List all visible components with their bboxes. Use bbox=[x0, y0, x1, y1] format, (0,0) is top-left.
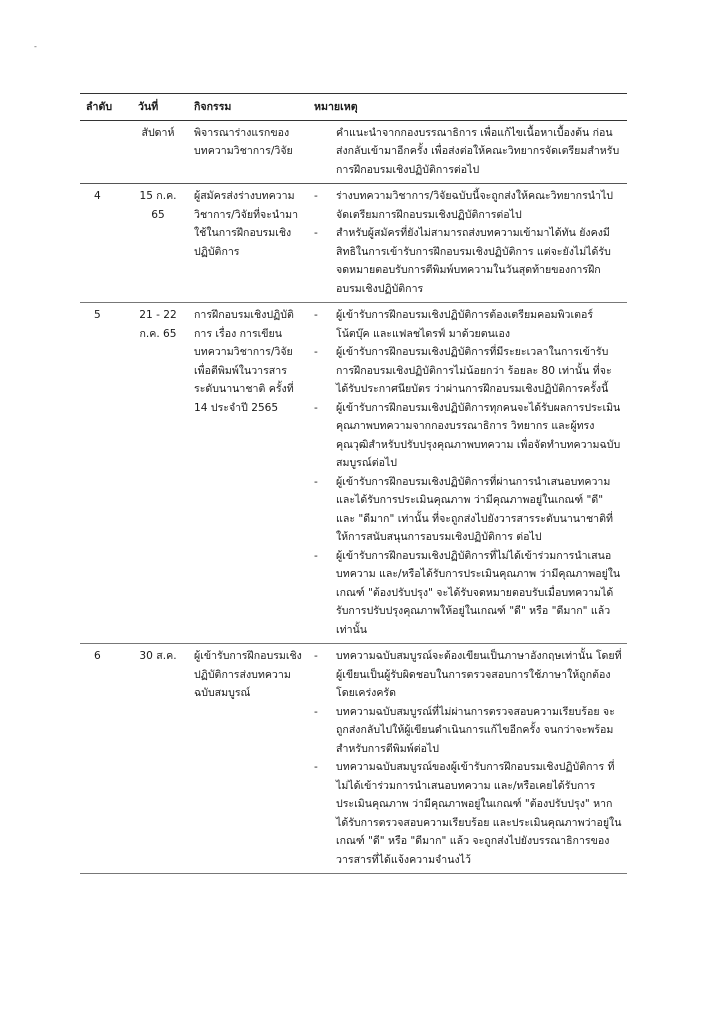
note-text: ผู้เข้ารับการฝึกอบรมเชิงปฏิบัติการต้องเตรียมคอมพิวเตอร์โน้ตบุ๊ค และแฟลชไดรฟ์ มาด้วยตนเอง bbox=[336, 309, 594, 340]
bullet-dash: - bbox=[314, 227, 318, 239]
table-row bbox=[80, 303, 627, 644]
row-activity: พิจารณาร่างแรกของบทความวิชาการ/วิจัย bbox=[188, 120, 308, 184]
header-date: วันที่ bbox=[132, 94, 188, 121]
header-activity: กิจกรรม bbox=[188, 94, 308, 121]
note-text: ผู้เข้ารับการฝึกอบรมเชิงปฏิบัติการทุกคนจะได้รับผลการประเมินคุณภาพบทความจากกองบรรณาธิการ วิทยากร และผู้ทรงคุณวุฒิสำหรับปรับปรุงคุณภาพบทความ เพื่อจัดทำบทความฉบับสมบูรณ์ต่อไป bbox=[336, 401, 621, 469]
row-date: 30 ส.ค. bbox=[132, 644, 188, 874]
note-text: ร่างบทความวิชาการ/วิจัยฉบับนี้จะถูกส่งให้คณะวิทยากรนำไปจัดเตรียมการฝึกอบรมเชิงปฏิบัติการต่อไป bbox=[336, 190, 614, 221]
bullet-dash: - bbox=[314, 650, 318, 662]
bullet-dash: - bbox=[314, 346, 318, 358]
table-row bbox=[80, 644, 627, 874]
note-item bbox=[314, 703, 623, 759]
table-header-row bbox=[80, 94, 627, 121]
bullet-dash: - bbox=[314, 401, 318, 414]
note-text: บทความฉบับสมบูรณ์จะต้องเขียนเป็นภาษาอังกฤษเท่านั้น โดยที่ผู้เขียนเป็นผู้รับผิดชอบในการตรวจสอบการใช้ภาษาให้ถูกต้องโดยเคร่งครัด bbox=[336, 650, 622, 699]
note-text: ผู้เข้ารับการฝึกอบรมเชิงปฏิบัติการที่ไม่ได้เข้าร่วมการนำเสนอบทความ และ/หรือได้รับการประเมินคุณภาพ ว่ามีคุณภาพอยู่ในเกณฑ์ "ต้องปรับปรุง" จะได้รับจดหมายตอบรับเมื่อบทความได้รับการปรับปรุงคุณภาพให้อยู่ในเกณฑ์ "ดี" หรือ "ดีมาก" แล้วเท่านั้น bbox=[336, 549, 621, 636]
note-item bbox=[314, 224, 623, 298]
bullet-dash: - bbox=[314, 309, 318, 321]
header-notes: หมายเหตุ bbox=[308, 94, 627, 121]
row-activity: ผู้เข้ารับการฝึกอบรมเชิงปฏิบัติการส่งบทความฉบับสมบูรณ์ bbox=[188, 644, 308, 874]
row-notes bbox=[308, 184, 627, 303]
table-body bbox=[80, 120, 627, 874]
header-no: ลำดับ bbox=[80, 94, 132, 121]
note-item bbox=[314, 124, 623, 180]
note-item bbox=[314, 399, 623, 473]
note-text: บทความฉบับสมบูรณ์ของผู้เข้ารับการฝึกอบรมเชิงปฏิบัติการ ที่ไม่ได้เข้าร่วมการนำเสนอบทความ และ/หรือเคยได้รับการประเมินคุณภาพ ว่ามีคุณภาพอยู่ในเกณฑ์ "ต้องปรับปรุง" หากได้รับการตรวจสอบความเรียบร้อย และประเมินคุณภาพว่าอยู่ในเกณฑ์ "ดี" หรือ "ดีมาก" แล้ว จะถูกส่งไปยังบรรณาธิการของวารสารที่ได้แจ้งความจำนงไว้ bbox=[336, 761, 622, 866]
row-number: 6 bbox=[80, 644, 132, 874]
notes-list bbox=[314, 124, 623, 180]
note-item bbox=[314, 306, 623, 343]
row-date: สัปดาห์ bbox=[132, 120, 188, 184]
row-activity: การฝึกอบรมเชิงปฏิบัติการ เรื่อง การเขียนบทความวิชาการ/วิจัยเพื่อตีพิมพ์ในวารสารระดับนานาชาติ ครั้งที่ 14 ประจำปี 2565 bbox=[188, 303, 308, 644]
note-item bbox=[314, 547, 623, 640]
row-notes bbox=[308, 303, 627, 644]
note-text: สำหรับผู้สมัครที่ยังไม่สามารถส่งบทความเข้ามาได้ทัน ยังคงมีสิทธิในการเข้ารับการฝึกอบรมเชิงปฏิบัติการ แต่จะยังไม่ได้รับจดหมายตอบรับการตีพิมพ์บทความในวันสุดท้ายของการฝึกอบรมเชิงปฏิบัติการ bbox=[336, 227, 611, 295]
note-item bbox=[314, 343, 623, 399]
row-date: 15 ก.ค. 65 bbox=[132, 184, 188, 303]
note-item bbox=[314, 647, 623, 703]
note-item bbox=[314, 187, 623, 224]
row-notes bbox=[308, 644, 627, 874]
table-row bbox=[80, 184, 627, 303]
schedule-table bbox=[80, 93, 627, 874]
bullet-dash: - bbox=[314, 475, 318, 488]
bullet-dash: - bbox=[314, 190, 318, 202]
note-text: ผู้เข้ารับการฝึกอบรมเชิงปฏิบัติการที่ผ่านการนำเสนอบทความและได้รับการประเมินคุณภาพ ว่ามีคุณภาพอยู่ในเกณฑ์ "ดี" และ "ดีมาก" เท่านั้น ที่จะถูกส่งไปยังวารสารระดับนานาชาติที่ให้การสนับสนุนการอบรมเชิงปฏิบัติการ ต่อไป bbox=[336, 475, 613, 543]
note-text: คำแนะนำจากกองบรรณาธิการ เพื่อแก้ไขเนื้อหาเบื้องต้น ก่อนส่งกลับเข้ามาอีกครั้ง เพื่อส่งต่อให้คณะวิทยากรจัดเตรียมสำหรับการฝึกอบรมเชิงปฏิบัติการต่อไป bbox=[336, 126, 620, 176]
row-number bbox=[80, 120, 132, 184]
row-activity: ผู้สมัครส่งร่างบทความวิชาการ/วิจัยที่จะนำมาใช้ในการฝึกอบรมเชิงปฏิบัติการ bbox=[188, 184, 308, 303]
row-date: 21 - 22 ก.ค. 65 bbox=[132, 303, 188, 644]
table-row bbox=[80, 120, 627, 184]
bullet-dash: - bbox=[314, 761, 318, 773]
note-text: ผู้เข้ารับการฝึกอบรมเชิงปฏิบัติการที่มีระยะเวลาในการเข้ารับการฝึกอบรมเชิงปฏิบัติการไม่น้อยกว่า ร้อยละ 80 เท่านั้น ที่จะได้รับประกาศนียบัตร ว่าผ่านการฝึกอบรมเชิงปฏิบัติการครั้งนี้ bbox=[336, 346, 612, 395]
notes-list bbox=[314, 647, 623, 869]
row-notes bbox=[308, 120, 627, 184]
row-number: 5 bbox=[80, 303, 132, 644]
note-item bbox=[314, 758, 623, 869]
row-number: 4 bbox=[80, 184, 132, 303]
note-item bbox=[314, 473, 623, 547]
bullet-dash: - bbox=[314, 705, 318, 718]
notes-list bbox=[314, 306, 623, 639]
notes-list bbox=[314, 187, 623, 298]
note-text: บทความฉบับสมบูรณ์ที่ไม่ผ่านการตรวจสอบความเรียบร้อย จะถูกส่งกลับไปให้ผู้เขียนดำเนินการแก้ไขอีกครั้ง จนกว่าจะพร้อมสำหรับการตีพิมพ์ต่อไป bbox=[336, 705, 615, 755]
bullet-dash: - bbox=[314, 549, 318, 562]
page-mark: - bbox=[34, 42, 37, 51]
